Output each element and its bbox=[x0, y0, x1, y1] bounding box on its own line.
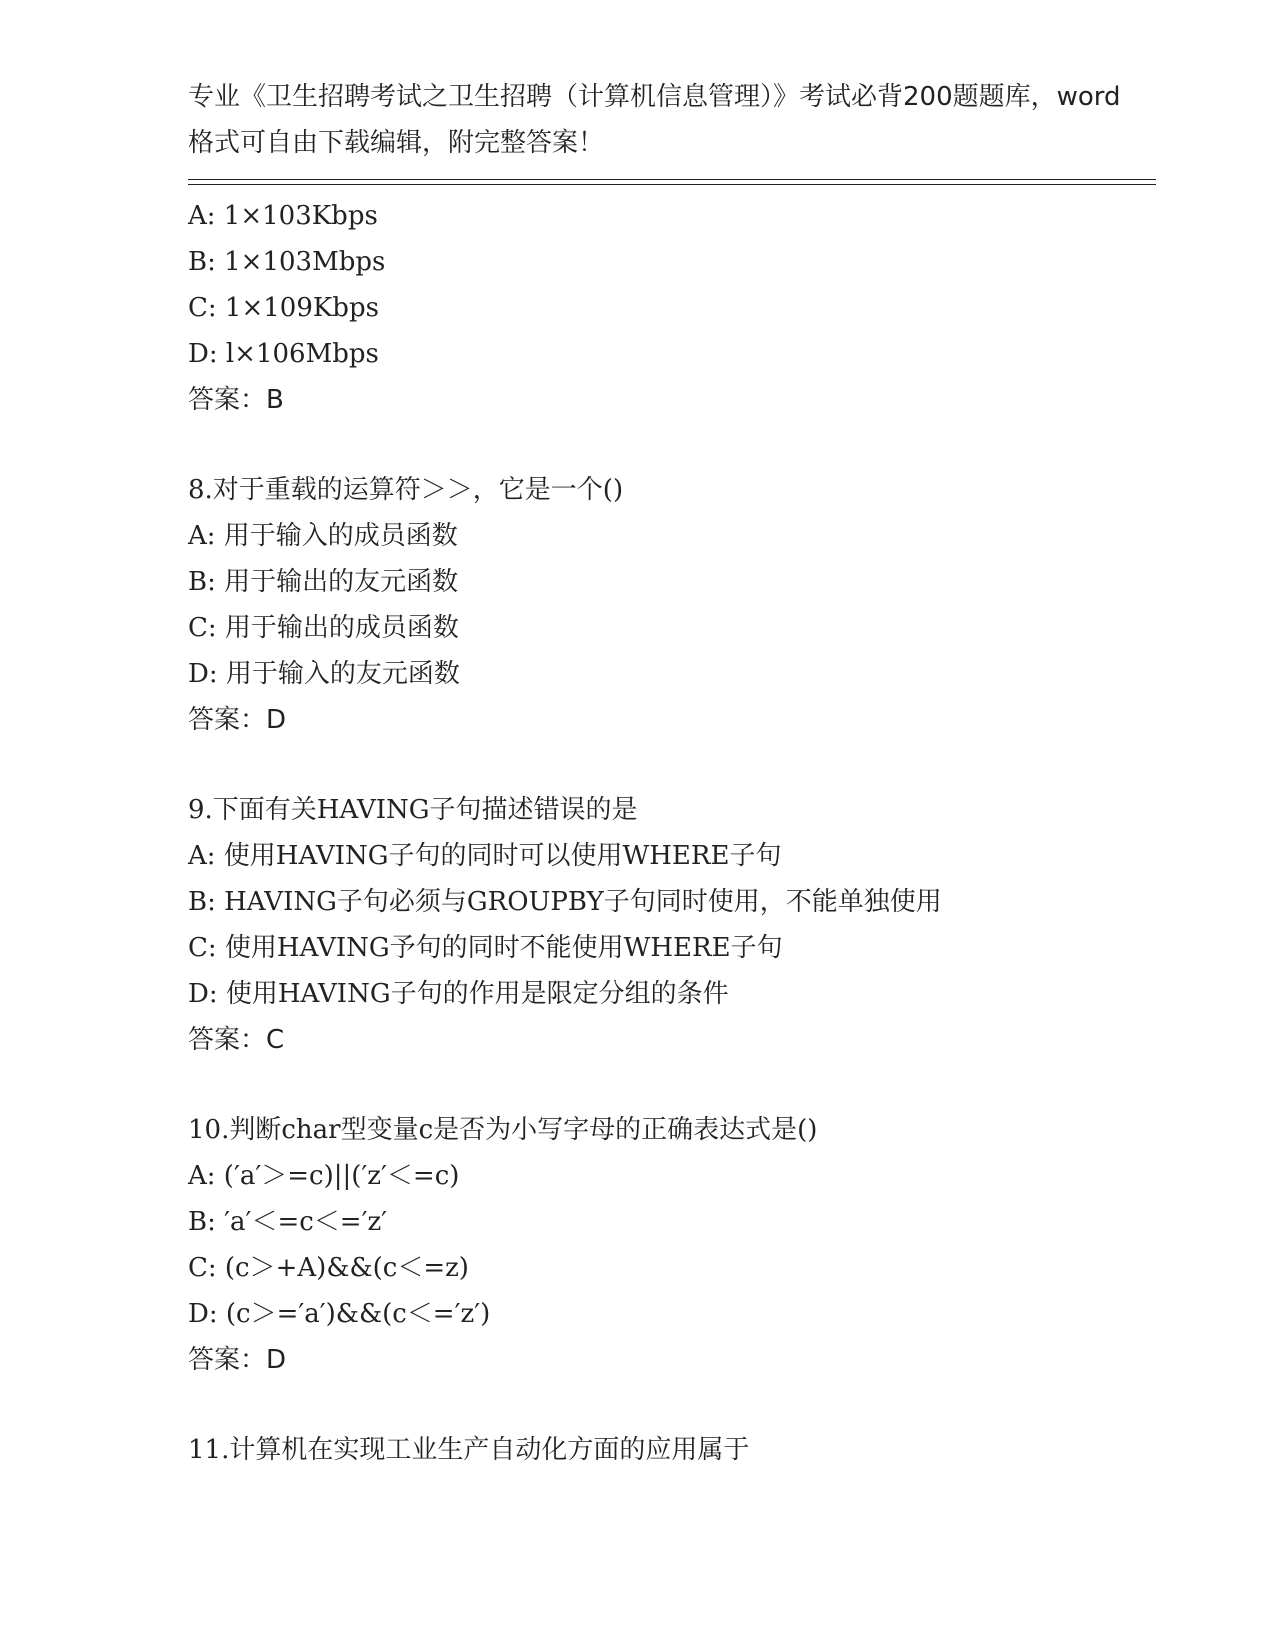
option-a: A: (′a′＞=c)||(′z′＜=c) bbox=[188, 1161, 460, 1191]
option-a: A: 1×103Kbps bbox=[188, 201, 378, 231]
option-b: B: HAVING子句必须与GROUPBY子句同时使用，不能单独使用 bbox=[188, 887, 942, 917]
question-block-7 bbox=[188, 193, 1156, 423]
spacer bbox=[188, 1063, 1156, 1107]
question-text: 10.判断char型变量c是否为小写字母的正确表达式是() bbox=[188, 1115, 818, 1145]
option-d: D: (c＞=′a′)&&(c＜=′z′) bbox=[188, 1299, 491, 1329]
option-d: D: l×106Mbps bbox=[188, 339, 379, 369]
answer-line: 答案：C bbox=[188, 1025, 285, 1055]
header-rule-bottom bbox=[188, 184, 1156, 185]
option-a: A: 用于输入的成员函数 bbox=[188, 521, 458, 551]
option-d: D: 使用HAVING子句的作用是限定分组的条件 bbox=[188, 979, 729, 1009]
document-header bbox=[188, 74, 1121, 166]
spacer bbox=[188, 423, 1156, 467]
option-b: B: 用于输出的友元函数 bbox=[188, 567, 459, 597]
option-c: C: 用于输出的成员函数 bbox=[188, 613, 459, 643]
option-d: D: 用于输入的友元函数 bbox=[188, 659, 460, 689]
option-c: C: (c＞+A)&&(c＜=z) bbox=[188, 1253, 469, 1283]
spacer bbox=[188, 743, 1156, 787]
question-text: 11.计算机在实现工业生产自动化方面的应用属于 bbox=[188, 1435, 750, 1465]
answer-line: 答案：D bbox=[188, 705, 287, 735]
option-a: A: 使用HAVING子句的同时可以使用WHERE子句 bbox=[188, 841, 782, 871]
option-b: B: 1×103Mbps bbox=[188, 247, 386, 277]
question-block-11 bbox=[188, 1427, 1156, 1473]
question-block-8 bbox=[188, 467, 1156, 743]
header-line-2: 格式可自由下载编辑，附完整答案！ bbox=[188, 128, 605, 158]
question-list bbox=[188, 193, 1156, 1473]
header-rule-top bbox=[188, 179, 1156, 180]
answer-line: 答案：B bbox=[188, 385, 284, 415]
spacer bbox=[188, 1383, 1156, 1427]
question-block-10 bbox=[188, 1107, 1156, 1383]
option-b: B: ′a′＜=c＜=′z′ bbox=[188, 1207, 388, 1237]
question-text: 9.下面有关HAVING子句描述错误的是 bbox=[188, 795, 638, 825]
answer-line: 答案：D bbox=[188, 1345, 287, 1375]
question-block-9 bbox=[188, 787, 1156, 1063]
option-c: C: 使用HAVING予句的同时不能使用WHERE子句 bbox=[188, 933, 783, 963]
question-text: 8.对于重载的运算符＞＞，它是一个() bbox=[188, 475, 624, 505]
header-line-1: 专业《卫生招聘考试之卫生招聘（计算机信息管理）》考试必背200题题库，word bbox=[188, 82, 1121, 112]
option-c: C: 1×109Kbps bbox=[188, 293, 379, 323]
